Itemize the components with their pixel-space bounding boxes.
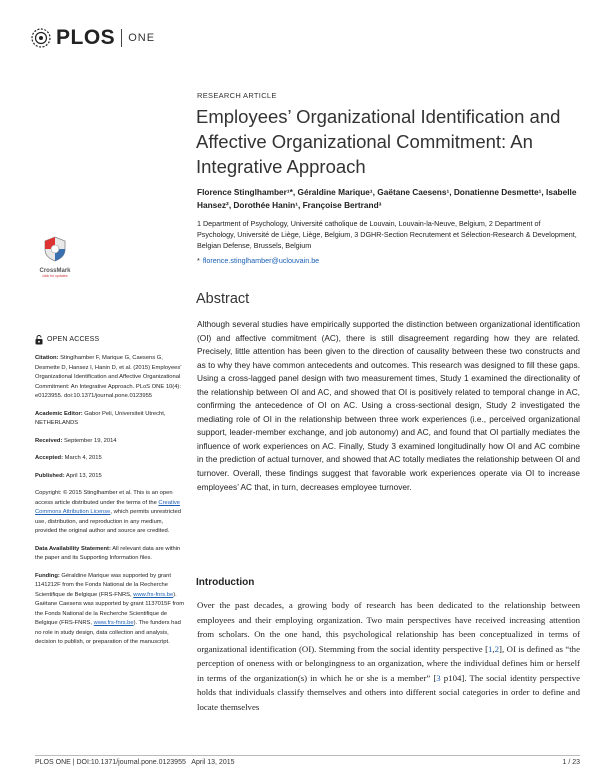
crossmark-icon (42, 236, 68, 262)
crossmark-badge[interactable] (35, 236, 75, 278)
email-link[interactable]: florence.stinglhamber@uclouvain.be (202, 256, 320, 265)
open-lock-icon (35, 335, 43, 345)
received-date: September 19, 2014 (62, 437, 117, 444)
received-label: Received: (35, 437, 63, 444)
article-title: Employees’ Organizational Identification and Affective Organizational Commitment: An Integrative Approach (196, 106, 561, 177)
open-access-label: OPEN ACCESS (47, 336, 100, 344)
data-availability-text: All relevant data are within the paper and its Supporting Information files. (35, 545, 181, 561)
page-number: 1 / 23 (562, 759, 580, 766)
funding-link-1[interactable]: www.frs-fnrs.be (133, 591, 174, 598)
affiliations: 1 Department of Psychology, Université catholique de Louvain, Louvain-la-Neuve, Belgium, 2 Department of Psychology, Université de Liège, Liège, Belgium, 3 DGHR-Section Recrutement et Sélection-Research & Development, Belgian Defense, Brussels, Belgium (197, 219, 577, 250)
ref-separator: , (492, 643, 495, 654)
author-list: Florence Stinglhamber¹*, Géraldine Marique¹, Gaëtane Caesens¹, Donatienne Desmette¹, Isabelle Hansez², Dorothée Hanin¹, Françoise Bertrand³ (197, 187, 577, 210)
funding-text-1: Géraldine Marique was supported by grant 1141212F from the Fonds National de la Recherche Scientifique de Belgique (FRS-FNRS, (35, 572, 171, 598)
accepted-date: March 4, 2015 (63, 455, 102, 461)
intro-text-3: p104]. The social identity perspective holds that individuals classify themselves and others into different social categories in order to define and locate themselves (197, 672, 580, 712)
reference-link-1[interactable]: 1 (488, 643, 493, 654)
copyright-text: Copyright: © 2015 Stinglhamber et al. This is an open access article distributed under the terms of the (35, 490, 173, 506)
crossmark-label: CrossMark (39, 268, 71, 274)
logo-divider (121, 29, 122, 47)
footer-divider (35, 755, 580, 756)
accepted-label: Accepted: (35, 455, 64, 461)
editor-block (35, 410, 185, 429)
footer-citation: PLOS ONE | DOI:10.1371/journal.pone.0123955 April 13, 2015 (35, 759, 235, 766)
citation-label: Citation: (35, 355, 59, 361)
intro-text-1: Over the past decades, a growing body of research has been dedicated to the relationship between employees and their employing organization. Two main perspectives have received increasing attention from scholars. On the one hand, this psychological relationship has been conceptualized in terms of organizational identification (OI). Stemming from the social identity perspective [ (197, 600, 580, 654)
corresponding-email[interactable] (197, 256, 319, 265)
copyright-block (35, 489, 185, 537)
reference-link-2[interactable]: 2 (494, 643, 500, 654)
funding-label: Funding: (35, 572, 60, 579)
data-availability-block (35, 545, 185, 564)
editor-label: Academic Editor: (35, 410, 83, 417)
published-block (35, 472, 185, 482)
license-link[interactable]: Creative Commons Attribution License (35, 499, 180, 515)
funding-text-3: ). The funders had no role in study design, data collection and analysis, decision to publish, or preparation of the manuscript. (35, 620, 181, 645)
funding-text-2: ). Gaëtane Caesens was supported by grant 1137015F from the Fonds National de la Recherche Scientifique de Belgique (FRS-FNRS, (35, 591, 185, 626)
plos-logo-icon (30, 27, 52, 49)
article-info-sidebar (35, 335, 185, 656)
logo-journal-text: ONE (128, 32, 156, 44)
email-marker: * (197, 256, 200, 265)
editor-text: Gabor Peli, Universiteit Utrecht, NETHERLANDS (35, 410, 166, 426)
open-access-badge (35, 335, 185, 345)
funding-link-2[interactable]: www.frs-fnrs.be (93, 620, 134, 626)
received-block (35, 437, 185, 447)
copyright-rest: , which permits unrestricted use, distribution, and reproduction in any medium, provided the original author and source are credited. (35, 509, 181, 534)
abstract-body: Although several studies have empirically supported the distinction between organizational identification (OI) and affective commitment (AC), there is still disagreement regarding how they are related. Precisely, little attention has been given to the direction of causality between these two constructs and as to why they have common antecedents and outcomes. This research was designed to fill these gaps. Using a cross-lagged panel design with two measurement times, Study 1 examined the directionality of the relationship between OI and AC, and showed that OI is positively related to temporal change in AC, confirming the antecedence of OI on AC. Using a cross-sectional design, Study 2 investigated the mediating role of OI in the relationship between three work experiences (i.e., perceived organizational support, leader-member exchange, and job autonomy) and AC, and found that OI partially mediates the influence of work experiences on AC. Finally, Study 3 examined longitudinally how OI and AC combine in the prediction of actual turnover, and showed that AC totally mediates the relationship between OI and turnover. Overall, these findings suggest that favorable work experiences operate via OI to increase employees’ AC that, in turn, decreases employee turnover. (197, 319, 580, 492)
introduction-heading: Introduction (196, 577, 255, 588)
citation-text: Stinglhamber F, Marique G, Caesens G, Desmette D, Hansez I, Hanin D, et al. (2015) Employees’ Organizational Identification and Affective Organizational Commitment: An Integrative Approach. PLoS ONE 10(4): e0123955. doi:10.1371/journal.pone.0123955 (35, 355, 182, 399)
funding-block (35, 572, 185, 648)
abstract-heading: Abstract (196, 291, 250, 307)
citation-block (35, 354, 185, 402)
crossmark-sublabel: click for updates (42, 274, 68, 278)
published-date: April 13, 2015 (64, 472, 102, 479)
accepted-block (35, 454, 185, 464)
article-type: RESEARCH ARTICLE (197, 91, 277, 100)
reference-link-3[interactable]: 3 (436, 672, 441, 683)
data-availability-label: Data Availability Statement: (35, 545, 111, 552)
published-label: Published: (35, 472, 65, 479)
logo-plos-text: PLOS (56, 26, 116, 49)
introduction-body (197, 598, 580, 714)
plos-one-logo[interactable] (30, 24, 155, 52)
intro-text-2: ], OI is defined as “the perception of oneness with or belongingness to an organization, where the individual defines him or herself in terms of the organization(s) in which he or she is a member” [ (197, 643, 580, 683)
